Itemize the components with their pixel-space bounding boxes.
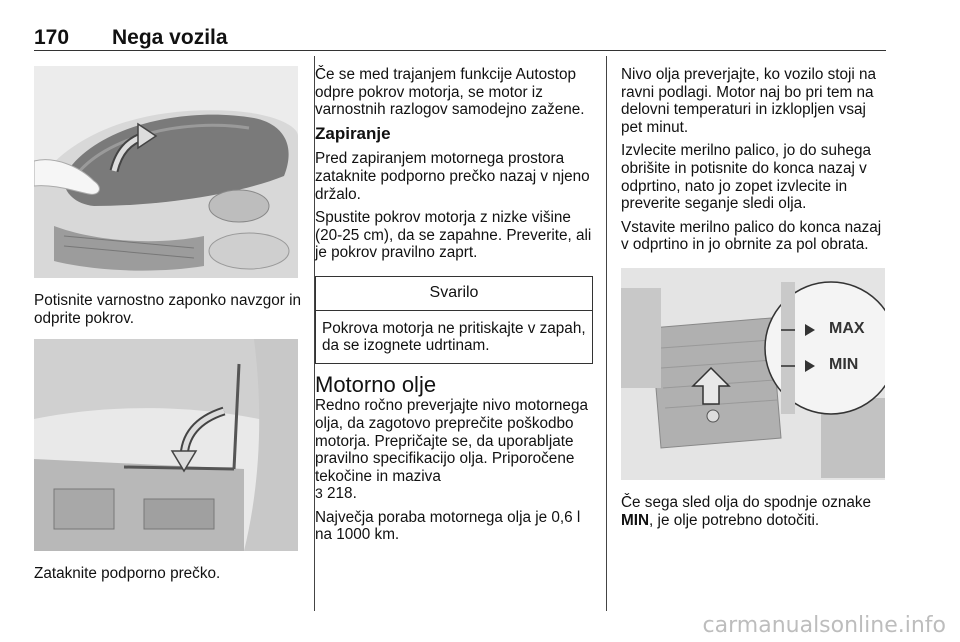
section-title: Nega vozila bbox=[112, 26, 228, 49]
engine-oil-paragraph-2: Največja poraba motornega olja je 0,6 l na 1000 km. bbox=[315, 508, 581, 544]
dipstick-min-label: MIN bbox=[829, 355, 859, 373]
autostop-paragraph: Če se med trajanjem funkcije Autostop odpre pokrov motorja, se motor iz varnostnih razlogov samodejno zažene. bbox=[315, 66, 585, 119]
dipstick-caption-min: MIN bbox=[621, 511, 650, 529]
dipstick-max-label: MAX bbox=[829, 319, 865, 337]
dipstick-figure bbox=[621, 268, 885, 480]
engine-oil-paragraph-1 bbox=[315, 397, 593, 503]
warning-title: Svarilo bbox=[316, 277, 592, 311]
warning-box bbox=[315, 276, 593, 364]
page-number: 170 bbox=[34, 26, 70, 49]
oil-check-paragraph-2: Izvlecite merilno palico, jo do suhega obrišite in potisnite do konca nazaj v odprtino, nato jo zopet izvlecite in preverite seganje sledi olja. bbox=[621, 142, 871, 213]
hood-lift-figure bbox=[34, 66, 298, 278]
oil-check-paragraph-3: Vstavite merilno palico do konca nazaj v odprtino in jo obrnite za pol obrata. bbox=[621, 218, 882, 254]
dipstick-caption-text-end: , je olje potrebno dotočiti. bbox=[649, 511, 820, 529]
page-header bbox=[34, 22, 886, 52]
closing-paragraph-1: Pred zapiranjem motornega prostora zataknite podporno prečko nazaj v njeno držalo. bbox=[315, 150, 590, 203]
header-divider bbox=[34, 50, 886, 51]
page-reference-icon: 3 bbox=[315, 485, 323, 502]
engine-oil-text: Redno ročno preverjajte nivo motornega olja, da zagotovo preprečite poškodbo motorja. Prepričajte se, da uporabljate pravilno specifikacijo olja. Priporočene tekočine in maziva bbox=[315, 397, 588, 485]
engine-oil-heading: Motorno olje bbox=[315, 371, 437, 397]
warning-text: Pokrova motorja ne pritiskajte v zapah, da se izognete udrtinam. bbox=[322, 319, 586, 355]
column-divider-2 bbox=[606, 56, 607, 611]
column-1 bbox=[34, 66, 302, 589]
column-2 bbox=[315, 66, 593, 550]
closing-heading: Zapiranje bbox=[315, 123, 391, 143]
dipstick-caption bbox=[621, 494, 889, 529]
caption-support-rod: Zataknite podporno prečko. bbox=[34, 565, 221, 583]
caption-hood-release: Potisnite varnostno zaponko navzgor in odprite pokrov. bbox=[34, 292, 302, 327]
column-3 bbox=[621, 66, 889, 535]
watermark: carmanualsonline.info bbox=[702, 613, 946, 638]
support-rod-figure bbox=[34, 339, 298, 551]
dipstick-caption-text: Če sega sled olja do spodnje oznake bbox=[621, 493, 872, 511]
oil-check-paragraph-1: Nivo olja preverjajte, ko vozilo stoji na ravni podlagi. Motor naj bo pri tem na delovni temperaturi in izklopljen vsaj pet minut. bbox=[621, 66, 877, 136]
page-reference: 218. bbox=[327, 485, 357, 503]
closing-paragraph-2: Spustite pokrov motorja z nizke višine (20-25 cm), da se zapahne. Preverite, ali je pokrov pravilno zaprt. bbox=[315, 209, 592, 262]
